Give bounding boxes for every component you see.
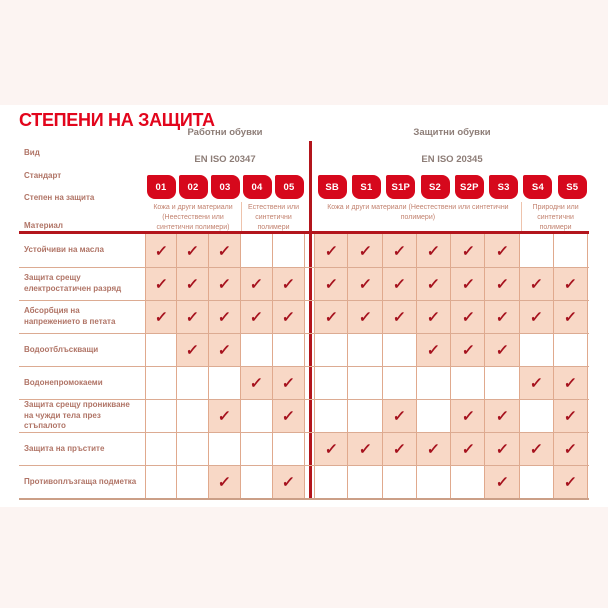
check-icon: ✓ [323,242,339,260]
group-gap [305,268,314,300]
grade-badge-cell [315,174,349,200]
check-cell [209,466,241,498]
grade-badge-05: 05 [275,175,304,199]
table-row [19,465,589,498]
grade-badge-cell [521,174,555,200]
empty-cell [145,367,177,399]
check-cell [554,400,588,432]
check-icon: ✓ [185,276,200,293]
group-gap [305,234,314,267]
check-cell [485,234,519,267]
check-icon: ✓ [281,408,296,425]
check-icon: ✓ [185,342,200,359]
grade-badge-cell [241,174,273,200]
check-icon: ✓ [494,474,510,491]
check-cell [554,466,588,498]
check-icon: ✓ [494,242,510,260]
check-icon: ✓ [323,276,339,293]
grade-badge-SB: SB [318,175,347,199]
check-icon: ✓ [281,375,296,392]
check-icon: ✓ [392,309,407,326]
group-gap [305,334,314,366]
check-cell [348,268,382,300]
check-cell [451,400,485,432]
row-label-type: Вид [24,148,40,157]
feature-label: Защита на пръстите [24,443,105,453]
grade-badge-cell [273,174,305,200]
empty-cell [145,466,177,498]
grade-badge-cell [177,174,209,200]
grade-badge-01: 01 [147,175,176,199]
check-icon: ✓ [217,408,232,425]
grade-badge-03: 03 [211,175,240,199]
check-cell [383,433,417,465]
check-cell [417,268,451,300]
check-cell [520,367,554,399]
check-icon: ✓ [185,242,200,260]
check-icon: ✓ [392,242,407,260]
feature-label: Защита срещу електростатичен разряд [24,273,122,293]
material-group-label: Естествени или синтетични полимери [241,202,305,232]
empty-cell [177,433,209,465]
empty-cell [554,334,588,366]
check-icon: ✓ [494,441,510,458]
empty-cell [383,334,417,366]
check-icon: ✓ [563,441,578,458]
check-cell [209,268,241,300]
grade-badge-S1: S1 [352,175,381,199]
empty-cell [520,334,554,366]
empty-cell [417,400,451,432]
check-icon: ✓ [249,375,264,392]
grade-badges-work [145,174,305,200]
empty-cell [314,334,348,366]
check-icon: ✓ [529,375,544,392]
check-icon: ✓ [153,276,169,293]
check-cell [314,301,348,333]
check-icon: ✓ [217,276,232,293]
check-cell [417,433,451,465]
check-cell [314,234,348,267]
feature-label: Защита срещу проникване на чужди тела през стъпалото [24,399,130,431]
check-icon: ✓ [529,276,544,293]
grade-badge-cell [418,174,452,200]
check-cell [417,334,451,366]
check-icon: ✓ [281,276,296,293]
material-group-label: Природни или синтетични полимери [521,202,590,232]
check-cell [451,234,485,267]
empty-cell [209,367,241,399]
grade-badge-cell [384,174,418,200]
check-cell [241,367,273,399]
check-cell [177,301,209,333]
check-icon: ✓ [281,309,296,326]
check-icon: ✓ [563,276,578,293]
group-gap [305,301,314,333]
check-cell [273,367,305,399]
table-row [19,333,589,366]
check-cell [383,234,417,267]
empty-cell [241,433,273,465]
check-cell [485,433,519,465]
check-cell [383,301,417,333]
check-cell [209,234,241,267]
empty-cell [383,466,417,498]
grade-badge-S3: S3 [489,175,518,199]
check-icon: ✓ [563,309,578,326]
group-standard-en-iso-20347: EN ISO 20347 [194,154,256,165]
check-cell [485,334,519,366]
check-icon: ✓ [460,408,475,425]
empty-cell [451,466,485,498]
grade-badge-04: 04 [243,175,272,199]
empty-cell [485,367,519,399]
check-icon: ✓ [357,441,373,458]
grade-badge-S2: S2 [421,175,450,199]
empty-cell [177,400,209,432]
check-cell [145,234,177,267]
check-icon: ✓ [357,276,373,293]
empty-cell [273,234,305,267]
empty-cell [417,367,451,399]
grade-badge-cell [145,174,177,200]
group-gap [305,400,314,432]
table-row [19,366,589,399]
feature-rows [19,234,589,500]
empty-cell [273,433,305,465]
grade-badge-cell [486,174,520,200]
empty-cell [520,234,554,267]
check-cell [451,334,485,366]
group-title-work-shoes: Работни обувки [187,127,263,138]
materials-work [145,202,305,232]
check-cell [417,301,451,333]
group-gap [305,367,314,399]
check-cell [177,234,209,267]
check-icon: ✓ [494,309,510,326]
empty-cell [314,367,348,399]
material-group-label: Кожа и други материали (Неестествени или синтетични полимери) [153,204,233,232]
group-standard-en-iso-20345: EN ISO 20345 [421,154,483,165]
empty-cell [520,466,554,498]
check-icon: ✓ [392,276,407,293]
check-cell [383,268,417,300]
check-cell [451,268,485,300]
check-cell [554,433,588,465]
grade-badge-cell [452,174,486,200]
check-cell [314,268,348,300]
check-icon: ✓ [249,309,264,326]
empty-cell [520,400,554,432]
group-title-safety-shoes: Защитни обувки [413,127,491,138]
check-icon: ✓ [426,276,441,293]
protection-table-sheet [0,105,608,507]
group-gap [305,466,314,498]
check-cell [209,334,241,366]
check-cell [273,400,305,432]
check-icon: ✓ [249,276,264,293]
table-row [19,399,589,432]
check-icon: ✓ [460,242,475,260]
row-label-material: Материал [24,221,63,230]
check-icon: ✓ [323,441,339,458]
check-icon: ✓ [460,342,475,359]
empty-cell [383,367,417,399]
check-cell [520,268,554,300]
check-cell [273,301,305,333]
empty-cell [209,433,241,465]
empty-cell [145,433,177,465]
check-cell [241,301,273,333]
check-cell [554,268,588,300]
row-label-grade: Степен на защита [24,193,95,202]
empty-cell [177,367,209,399]
check-icon: ✓ [426,441,441,458]
check-icon: ✓ [563,408,578,425]
table-row [19,300,589,333]
check-cell [145,268,177,300]
feature-label: Противоплъзгаща подметка [24,476,137,486]
grade-badge-cell [555,174,589,200]
check-icon: ✓ [281,474,296,491]
empty-cell [241,234,273,267]
check-cell [348,301,382,333]
feature-label: Водонепромокаеми [24,377,103,387]
check-icon: ✓ [217,342,232,359]
check-icon: ✓ [426,342,441,359]
grade-badge-02: 02 [179,175,208,199]
empty-cell [348,367,382,399]
material-group-label: Кожа и други материали (Неестествени или синтетични полимери) [327,204,509,222]
check-cell [485,466,519,498]
check-icon: ✓ [217,242,232,260]
empty-cell [145,334,177,366]
check-icon: ✓ [426,309,441,326]
empty-cell [348,400,382,432]
check-icon: ✓ [357,309,373,326]
empty-cell [314,466,348,498]
empty-cell [348,466,382,498]
check-icon: ✓ [563,474,578,491]
check-cell [177,268,209,300]
check-icon: ✓ [217,309,232,326]
check-cell [241,268,273,300]
check-icon: ✓ [529,309,544,326]
check-cell [485,268,519,300]
feature-label: Абсорбция на напрежението в петата [24,306,116,326]
check-icon: ✓ [494,408,510,425]
grade-badge-S1P: S1P [386,175,415,199]
check-icon: ✓ [153,309,169,326]
check-icon: ✓ [426,242,441,260]
check-cell [273,466,305,498]
feature-label: Устойчиви на масла [24,245,104,255]
grade-badge-S5: S5 [558,175,587,199]
check-cell [314,433,348,465]
row-label-standard: Стандарт [24,171,62,180]
check-cell [383,400,417,432]
empty-cell [348,334,382,366]
check-icon: ✓ [460,276,475,293]
empty-cell [241,334,273,366]
check-cell [348,234,382,267]
table-row [19,267,589,300]
check-icon: ✓ [460,441,475,458]
empty-cell [273,334,305,366]
empty-cell [241,466,273,498]
check-cell [145,301,177,333]
grade-badge-S4: S4 [523,175,552,199]
empty-cell [314,400,348,432]
check-icon: ✓ [563,375,578,392]
check-cell [554,301,588,333]
check-icon: ✓ [460,309,475,326]
check-icon: ✓ [529,441,544,458]
check-cell [451,301,485,333]
empty-cell [177,466,209,498]
check-icon: ✓ [494,276,510,293]
check-cell [273,268,305,300]
check-cell [451,433,485,465]
check-icon: ✓ [217,474,232,491]
check-icon: ✓ [323,309,339,326]
check-cell [177,334,209,366]
check-cell [520,433,554,465]
grade-badge-cell [209,174,241,200]
check-icon: ✓ [494,342,510,359]
check-icon: ✓ [357,242,373,260]
group-gap [305,433,314,465]
check-cell [554,367,588,399]
check-cell [485,301,519,333]
check-icon: ✓ [392,441,407,458]
table-row [19,234,589,267]
check-icon: ✓ [185,309,200,326]
check-cell [485,400,519,432]
check-icon: ✓ [392,408,407,425]
check-cell [348,433,382,465]
materials-safety [315,202,589,232]
check-cell [520,301,554,333]
grade-badges-safety [315,174,589,200]
feature-label: Водоотблъскващи [24,344,99,354]
check-cell [209,400,241,432]
empty-cell [417,466,451,498]
check-cell [209,301,241,333]
empty-cell [451,367,485,399]
empty-cell [554,234,588,267]
check-icon: ✓ [153,242,169,260]
grade-badge-S2P: S2P [455,175,484,199]
table-row [19,432,589,465]
page-title: СТЕПЕНИ НА ЗАЩИТА [19,110,215,130]
check-cell [417,234,451,267]
empty-cell [145,400,177,432]
empty-cell [241,400,273,432]
grade-badge-cell [349,174,383,200]
